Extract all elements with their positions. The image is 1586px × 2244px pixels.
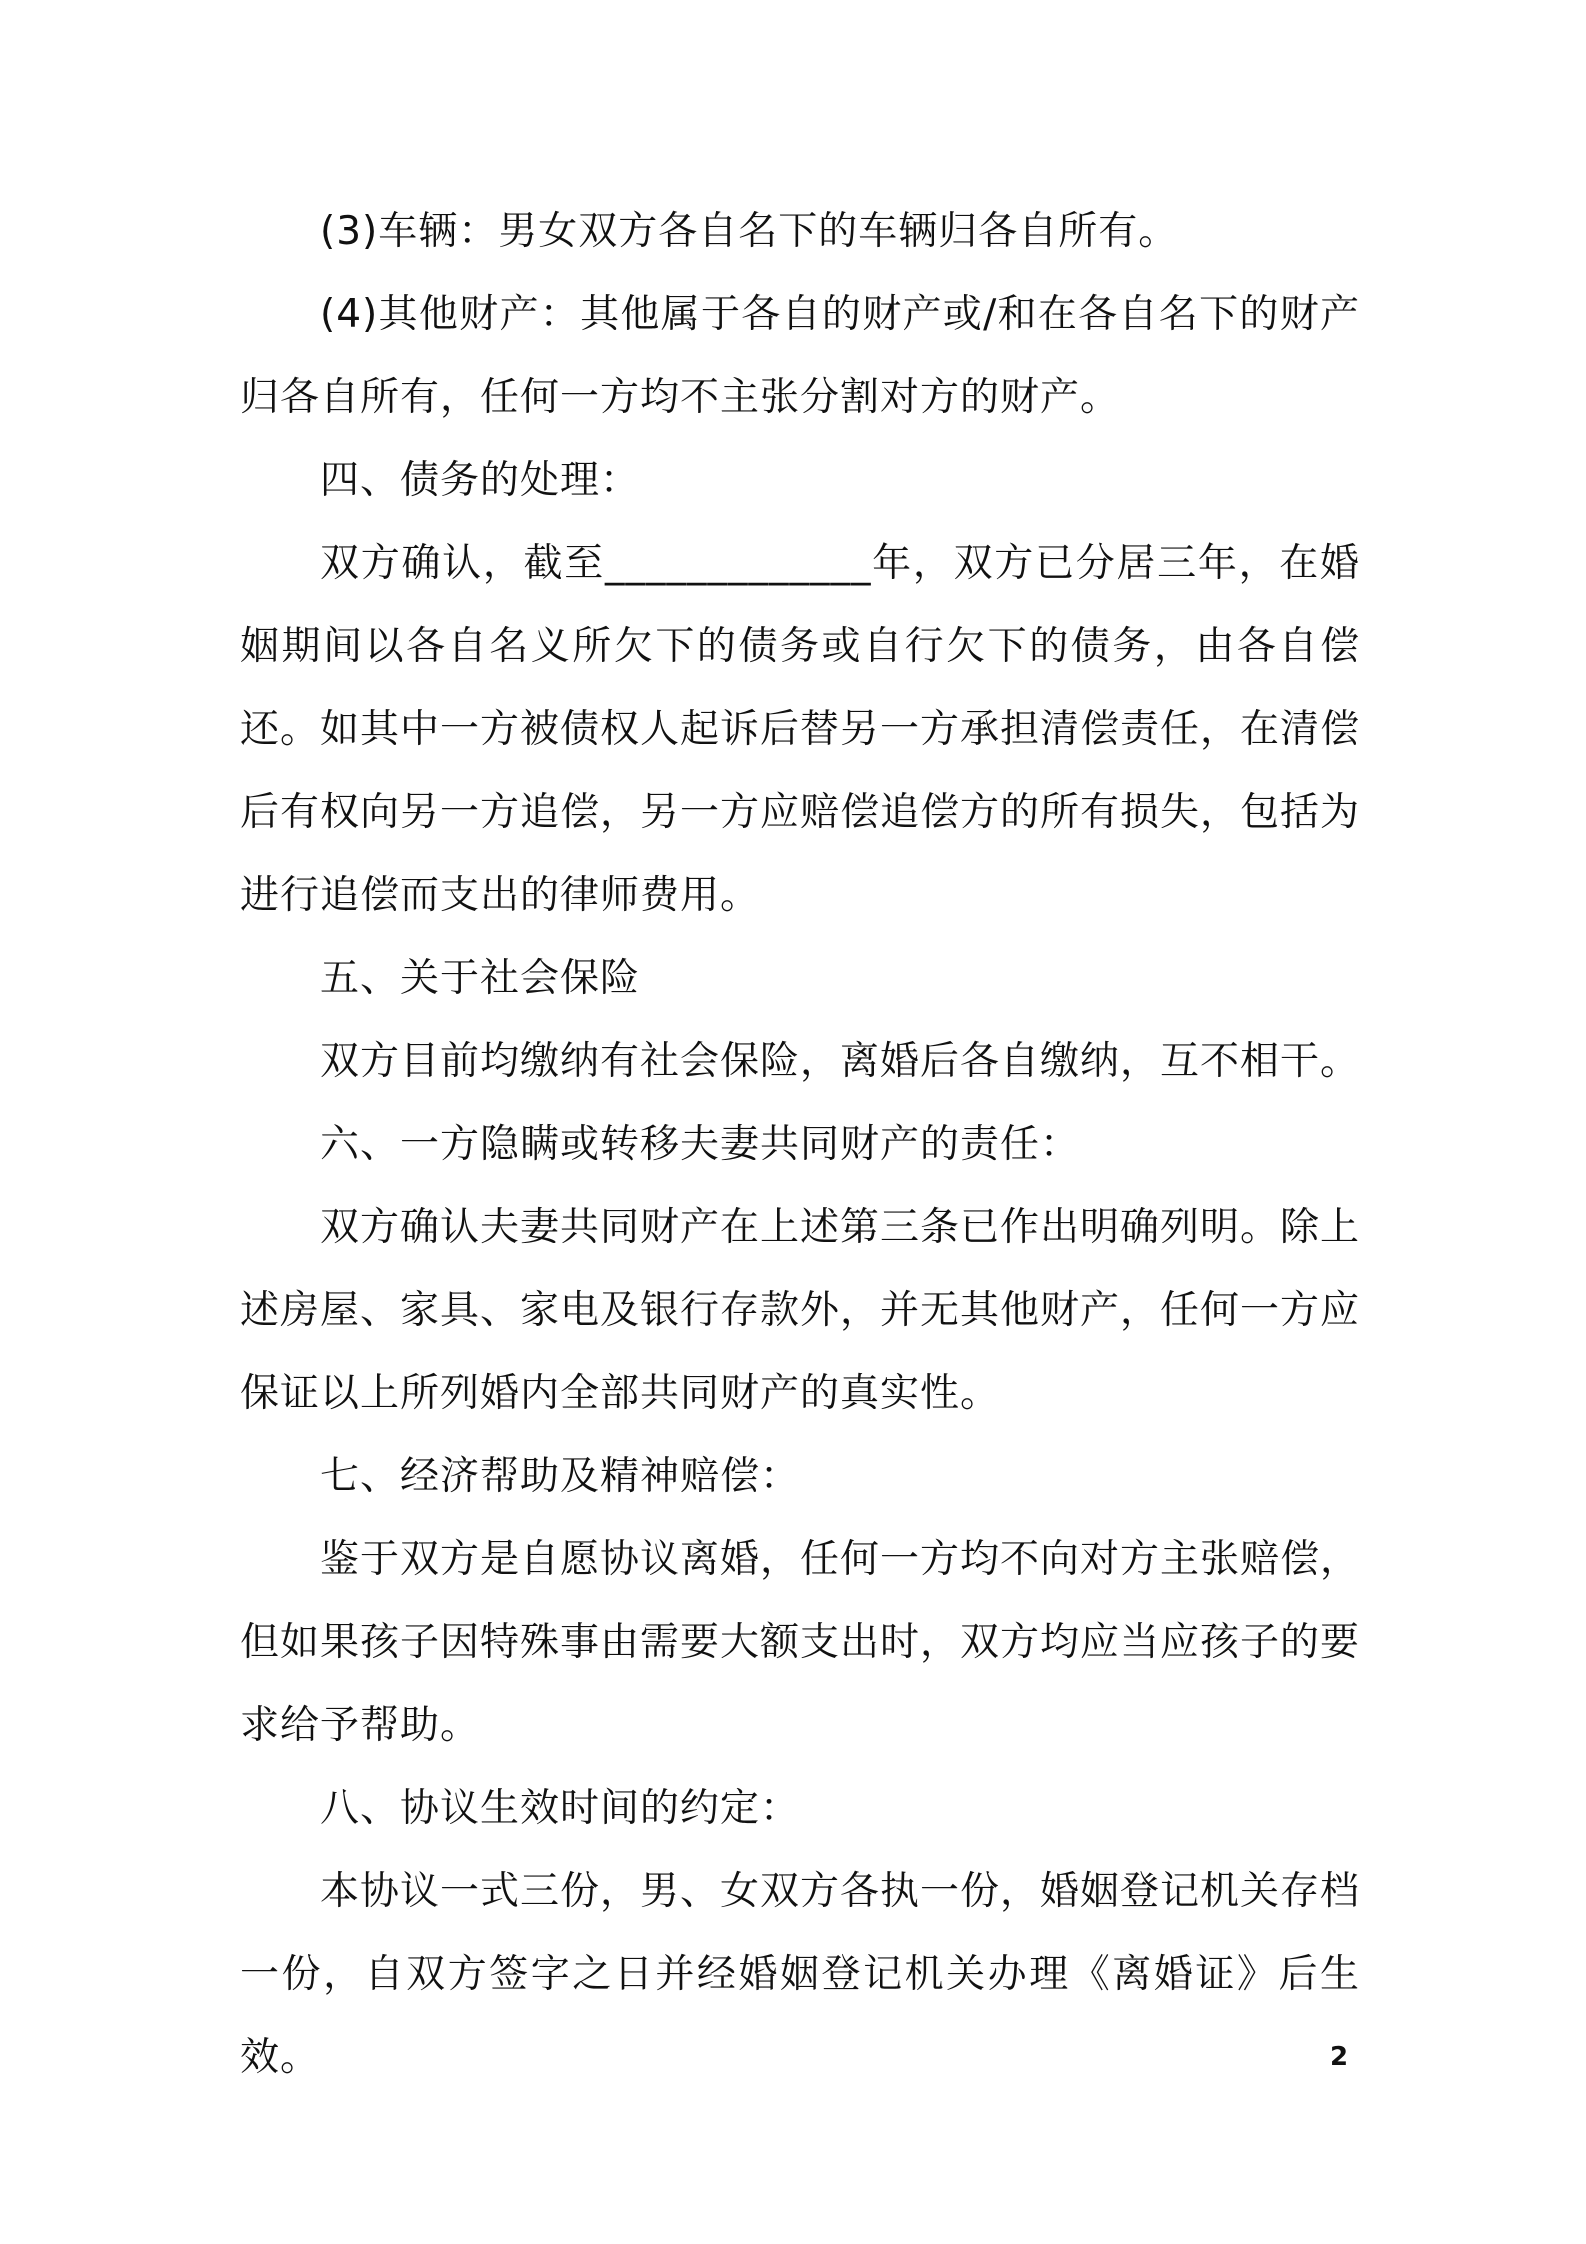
paragraph-other-property: (4)其他财产：其他属于各自的财产或/和在各自名下的财产归各自所有，任何一方均不主张分割对方的财产。	[240, 292, 1360, 420]
section-heading-compensation: 七、经济帮助及精神赔偿：	[320, 1454, 801, 1499]
paragraph-compensation: 鉴于双方是自愿协议离婚，任何一方均不向对方主张赔偿，但如果孩子因特殊事由需要大额支出时，双方均应当应孩子的要求给予帮助。	[240, 1537, 1361, 1748]
section-heading-insurance: 五、关于社会保险	[320, 956, 641, 1001]
section-heading-concealment: 六、一方隐瞒或转移夫妻共同财产的责任：	[320, 1122, 1081, 1167]
paragraph-concealment: 双方确认夫妻共同财产在上述第三条已作出明确列明。除上述房屋、家具、家电及银行存款外，并无其他财产，任何一方应保证以上所列婚内全部共同财产的真实性。	[240, 1205, 1361, 1416]
document-body	[240, 190, 1360, 2099]
page-number: 2	[1330, 2042, 1349, 2072]
paragraph-insurance: 双方目前均缴纳有社会保险，离婚后各自缴纳，互不相干。	[320, 1039, 1361, 1084]
paragraph-effective: 本协议一式三份，男、女双方各执一份，婚姻登记机关存档一份，自双方签字之日并经婚姻登记机关办理《离婚证》后生效。	[240, 1869, 1361, 2080]
paragraph-vehicle: (3)车辆：男女双方各自名下的车辆归各自所有。	[320, 209, 1179, 254]
section-heading-debt: 四、债务的处理：	[320, 458, 641, 503]
section-heading-effective: 八、协议生效时间的约定：	[320, 1786, 801, 1831]
paragraph-debt: 双方确认，截至_____________年，双方已分居三年，在婚姻期间以各自名义所欠下的债务或自行欠下的债务，由各自偿还。如其中一方被债权人起诉后替另一方承担清偿责任，在清偿后有权向另一方追偿，另一方应赔偿追偿方的所有损失，包括为进行追偿而支出的律师费用。	[240, 541, 1361, 918]
